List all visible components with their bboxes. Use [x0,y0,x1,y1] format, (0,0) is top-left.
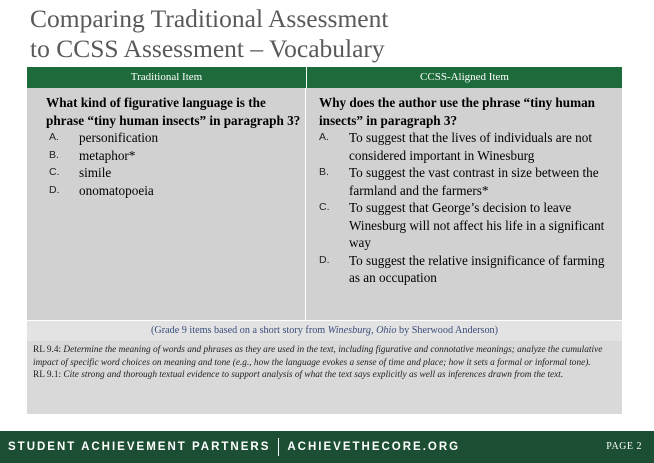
list-item [46,129,301,147]
option-text: personification [79,130,159,145]
list-item [46,182,301,200]
option-letter: B. [49,148,59,161]
option-letter: A. [319,131,329,143]
option-letter: B. [319,166,329,178]
option-letter: A. [49,131,59,143]
list-item [319,129,616,164]
standard-rl-9-1 [33,369,616,382]
traditional-options-list [46,129,301,199]
option-letter: C. [49,166,60,178]
slide-title [30,4,630,64]
standards-box [27,341,622,414]
brand-url: ACHIEVETHECORE.ORG [287,441,461,453]
list-item [319,199,616,252]
option-text: To suggest the relative insignificance of farming as an occupation [349,252,605,285]
standard-rl-9-4 [33,344,616,369]
ccss-question: Why does the author use the phrase “tiny human insects” in paragraph 3? [319,95,596,128]
option-text: To suggest that George’s decision to leave Winesburg will not affect his life in a significant way [349,200,605,250]
option-letter: D. [319,253,330,266]
table-header-row [27,67,622,88]
comparison-table [27,67,622,341]
brand-name: STUDENT ACHIEVEMENT PARTNERS [8,441,271,453]
option-text: onomatopoeia [79,182,154,198]
source-note [27,320,622,341]
option-text: metaphor* [79,147,136,163]
slide-title-line-2: to CCSS Assessment – Vocabulary [30,34,385,63]
source-note-suffix: by Sherwood Anderson) [396,325,499,336]
footer-bar [0,431,654,463]
option-letter: D. [49,183,60,196]
option-text: simile [79,165,112,180]
table-body-row [27,88,622,320]
page-number: PAGE 2 [606,441,642,452]
footer-brand [8,431,460,463]
ccss-item-cell [306,88,622,320]
standard-text: Determine the meaning of words and phrases as they are used in the text, including figurative and connotative meanings; analyze the cumulative impact of specific word choices on meaning and tone (e.g., how the language evokes a sense of time and place; how it sets a formal or informal tone). [33,345,603,368]
list-item [319,164,616,199]
standard-code: RL 9.4: [33,345,64,355]
brand-divider [278,438,279,456]
source-note-prefix: (Grade 9 items based on a short story from [150,325,328,336]
list-item [46,147,301,165]
header-traditional-item: Traditional Item [27,67,307,88]
source-note-book-title: Winesburg, Ohio [327,325,397,336]
list-item [46,164,301,182]
option-text: To suggest the vast contrast in size between the farmland and the farmers* [349,165,599,198]
standard-text: Cite strong and thorough textual evidence to support analysis of what the text says explicitly as well as inferences drawn from the text. [63,370,564,381]
traditional-item-cell [27,88,306,320]
standard-code: RL 9.1: [33,370,64,381]
list-item [319,252,616,287]
traditional-question: What kind of figurative language is the phrase “tiny human insects” in paragraph 3? [46,95,301,128]
slide-title-line-1: Comparing Traditional Assessment [30,4,389,33]
option-letter: C. [319,201,330,213]
ccss-options-list [319,129,616,287]
option-text: To suggest that the lives of individuals are not considered important in Winesburg [349,130,593,163]
header-ccss-aligned-item: CCSS-Aligned Item [420,71,509,83]
